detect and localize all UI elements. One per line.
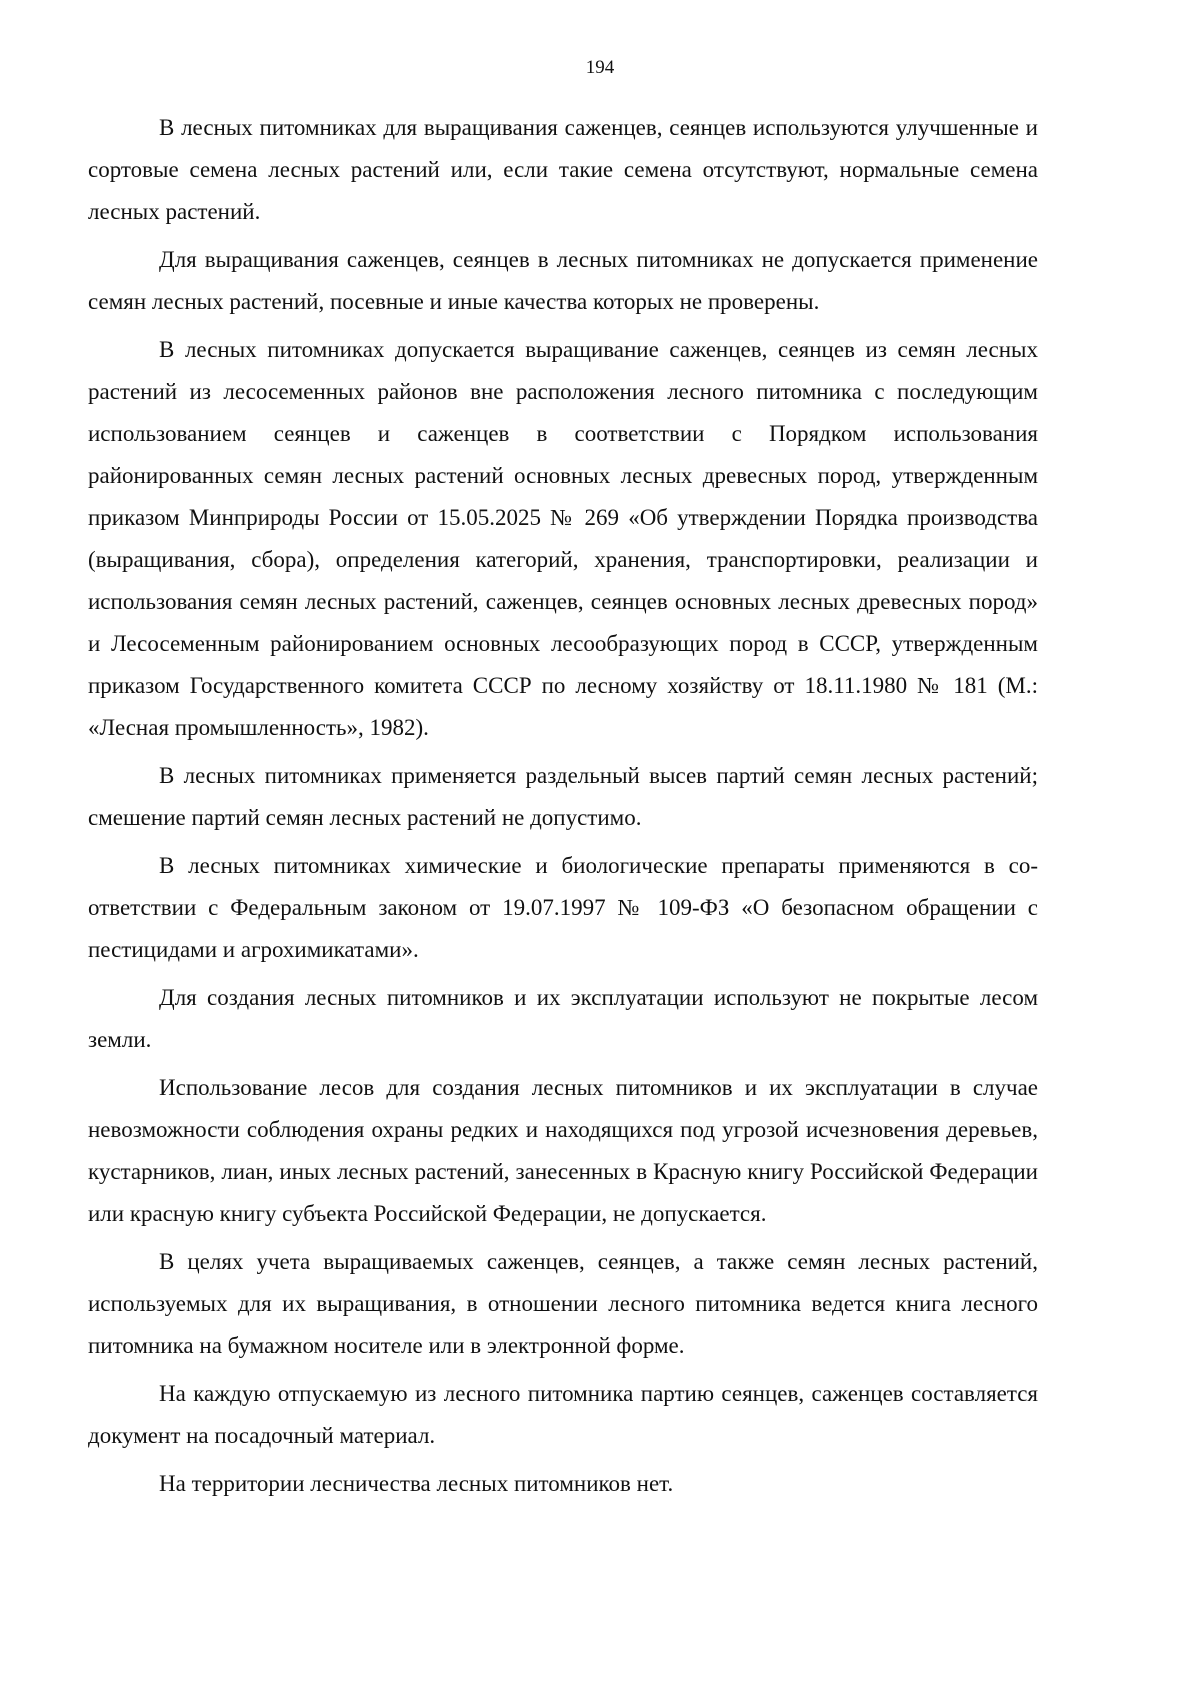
paragraph-planting-document: На каждую отпускаемую из лесного питомника партию сеянцев, саженцев составляется документ на посадочный материал. [88, 1381, 1038, 1448]
paragraph-nursery-book: В целях учета выращиваемых саженцев, сеянцев, а также семян лесных растений, используемых для их выращивания, в отношении лесного питомника ведется книга лесного питомника на бумажном носителе или в электронной форме. [88, 1249, 1038, 1358]
paragraph-seed-zoning: В лесных питомниках допускается выращивание саженцев, сеянцев из семян лесных растений из лесосеменных районов вне расположения лесного питомника с последующим использованием сеянцев и саженцев в соответствии с Порядком использования районированных семян лесных растений основных лесных древесных пород, утвержденным приказом Минприроды России от 15.05.2025 № 269 «Об утверждении Порядка производства (выращивания, сбора), определения категорий, хранения, транспортировки, реализации и использования семян лесных растений, саженцев, сеянцев основных лесных древесных пород» и Лесосеменным районированием основных лесообразующих пород в СССР, утвержденным приказом Государственного комитета СССР по лесному хозяйству от 18.11.1980 № 181 (М.: «Лесная промышленность», 1982). [88, 337, 1038, 740]
paragraph-red-book: Использование лесов для создания лесных питомников и их эксплуатации в случае невозможности соблюдения охраны редких и находящихся под угрозой исчезновения деревьев, кустарников, лиан, иных лесных растений, занесенных в Красную книгу Российской Федерации или красную книгу субъекта Российской Федерации, не допускается. [88, 1075, 1038, 1226]
paragraph-separate-sowing: В лесных питомниках применяется раздельный высев партий семян лесных растений; смешение партий семян лесных растений не допустимо. [88, 763, 1038, 830]
paragraph-no-nurseries: На территории лесничества лесных питомников нет. [159, 1471, 674, 1496]
paragraph-unchecked-seeds: Для выращивания саженцев, сеянцев в лесных питомниках не допускается применение семян лесных растений, посевные и иные качества которых не проверены. [88, 247, 1038, 314]
paragraph-seeds-use: В лесных питомниках для выращивания саженцев, сеянцев используются улучшенные и сортовые семена лесных растений или, если такие семена отсутствуют, нормальные семена лесных растений. [88, 115, 1038, 224]
paragraph-chemicals: В лесных питомниках химические и биологические препараты применяются в соответствии с Федеральным законом от 19.07.1997 № 109-ФЗ «О безопасном обращении с пестицидами и агрохимикатами». [88, 853, 1038, 962]
page-number: 194 [585, 57, 615, 78]
paragraph-land-use: Для создания лесных питомников и их эксплуатации используют не покрытые лесом земли. [88, 985, 1038, 1052]
document-body [88, 107, 1038, 1511]
